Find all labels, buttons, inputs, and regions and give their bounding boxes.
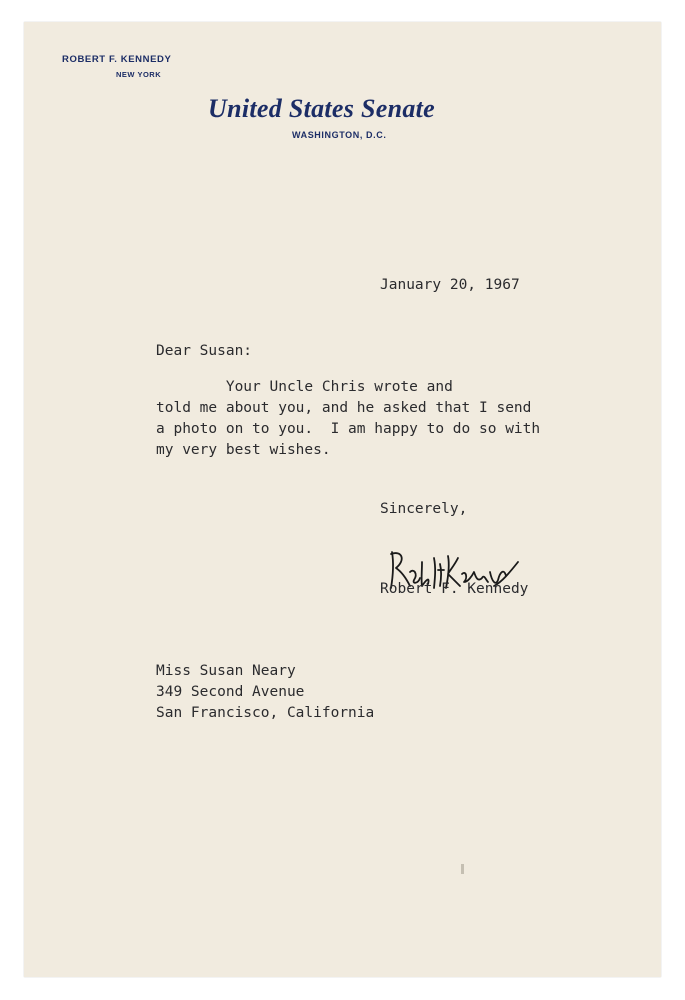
letterhead-title: United States Senate [208, 94, 436, 123]
recipient-line: 349 Second Avenue [156, 684, 305, 700]
body-line: my very best wishes. [156, 442, 331, 458]
recipient-line: San Francisco, California [156, 705, 375, 721]
sender-state: NEW YORK [116, 70, 162, 79]
paper-blemish [461, 864, 464, 874]
letter-date: January 20, 1967 [380, 277, 520, 293]
letter-page [24, 22, 661, 977]
closing: Sincerely, [380, 501, 468, 517]
signer-name: Robert F. Kennedy [380, 581, 529, 597]
sender-name: ROBERT F. KENNEDY [62, 54, 172, 65]
body-line: Your Uncle Chris wrote and [156, 379, 453, 395]
body-line: told me about you, and he asked that I send [156, 400, 532, 416]
letterhead-city: WASHINGTON, D.C. [292, 130, 387, 140]
body-line: a photo on to you. I am happy to do so with [156, 421, 541, 437]
recipient-line: Miss Susan Neary [156, 663, 296, 679]
salutation: Dear Susan: [156, 343, 253, 359]
